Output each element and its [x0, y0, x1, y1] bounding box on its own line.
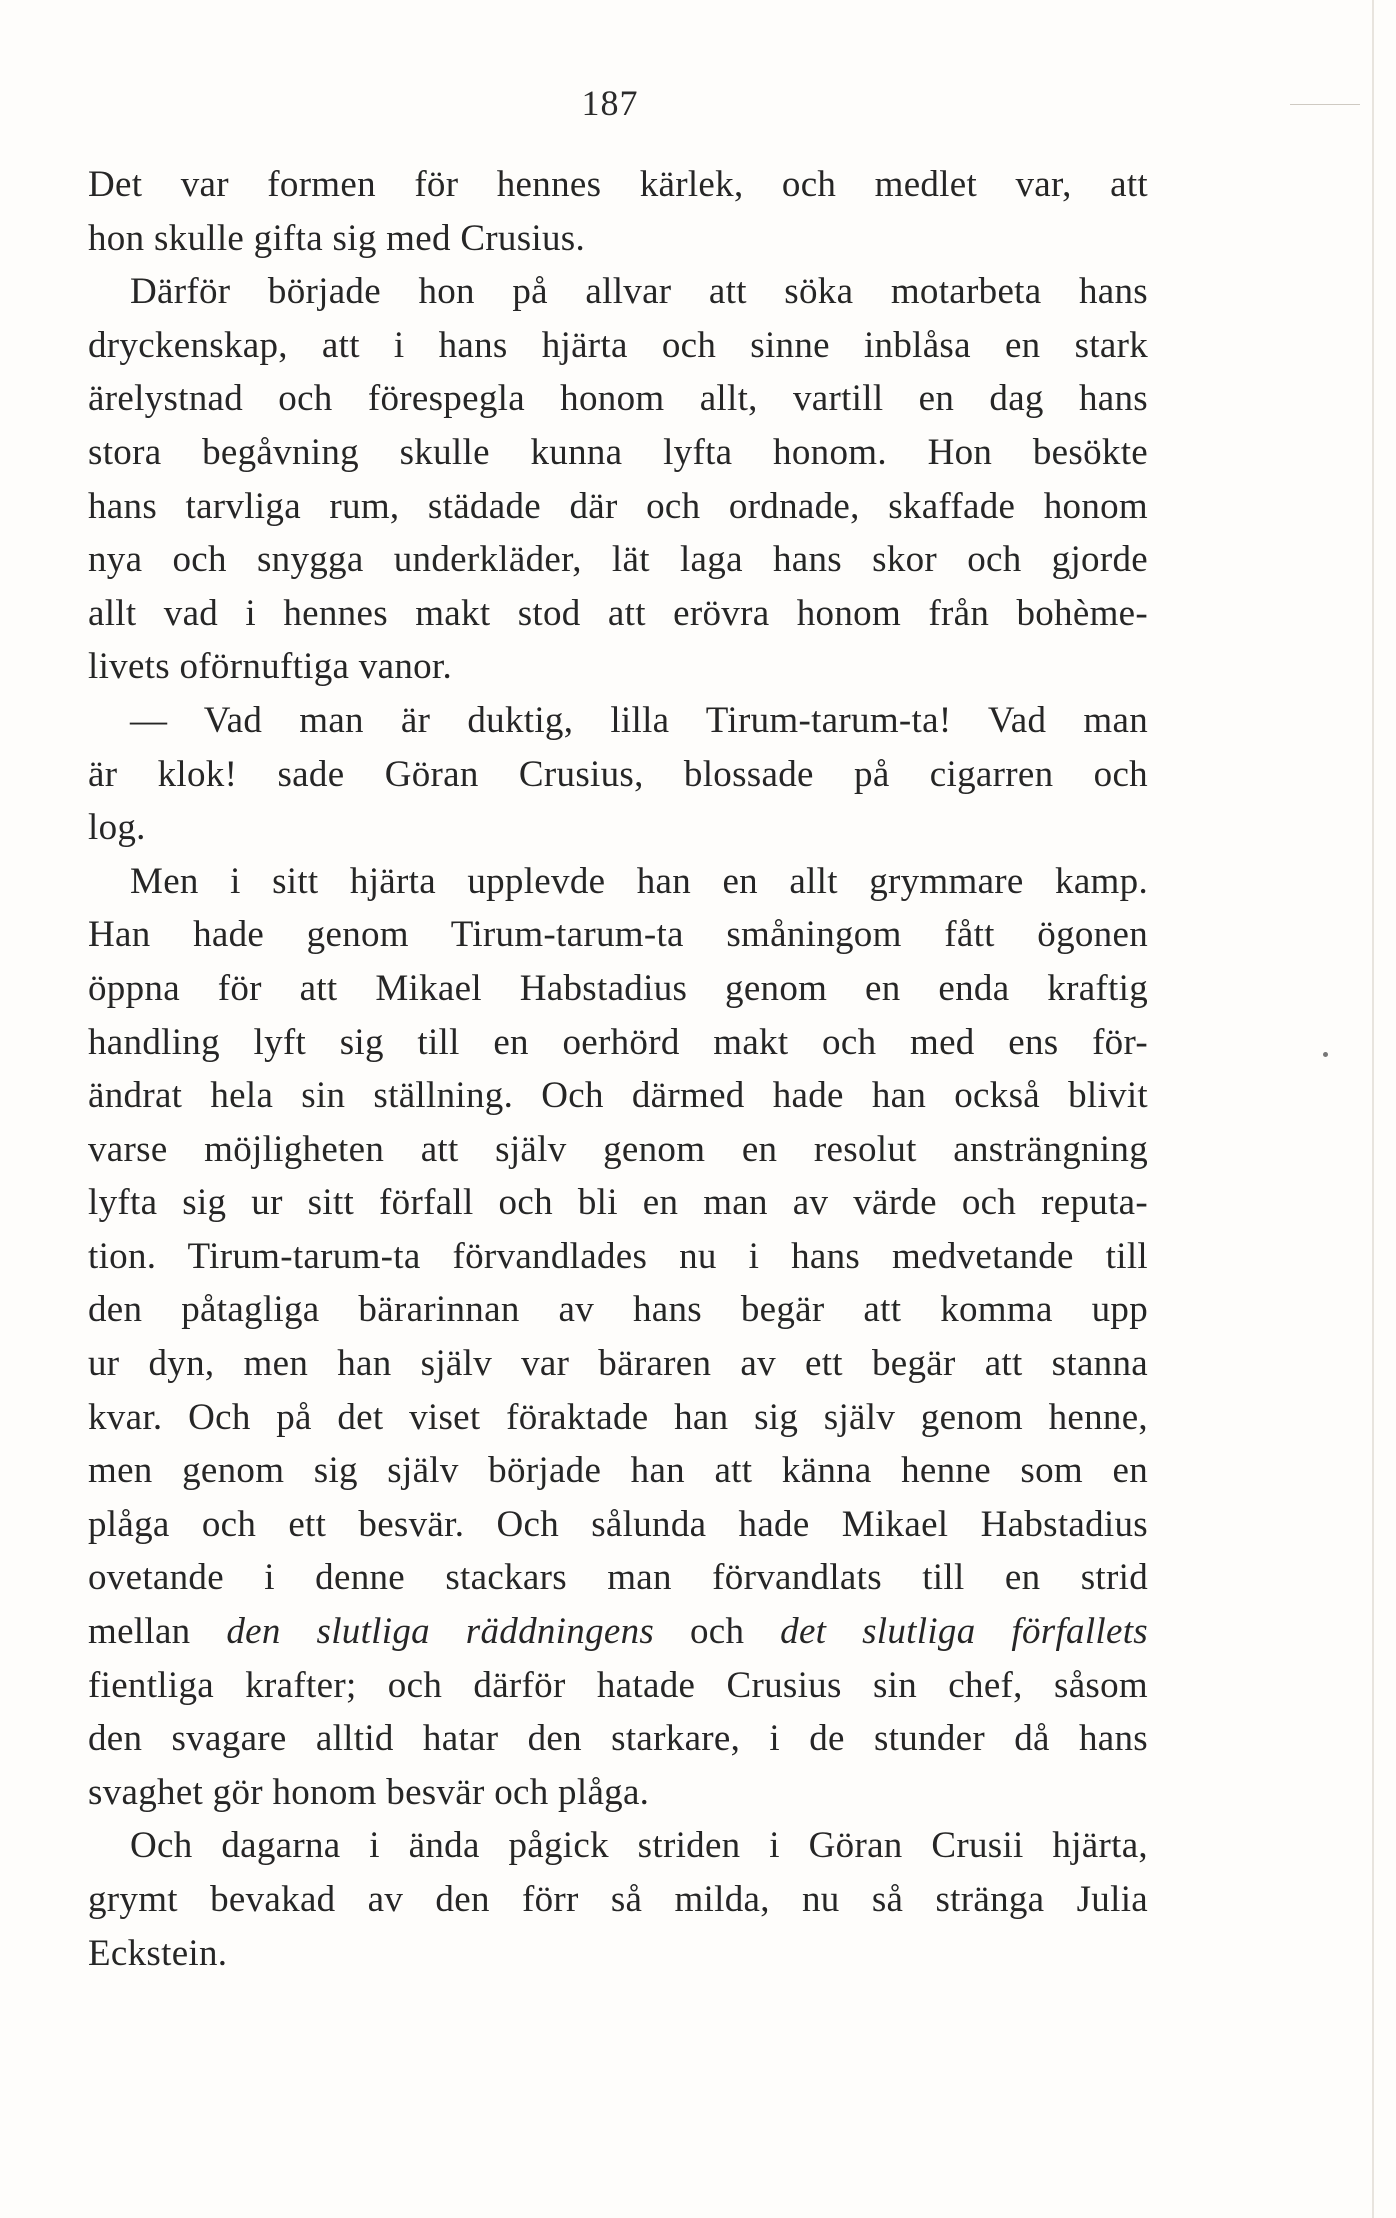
text-line: Det var formen för hennes kärlek, och medlet var, att	[88, 164, 1148, 205]
text-line: den svagare alltid hatar den starkare, i de stunder då hans	[88, 1718, 1148, 1760]
text-line: ovetande i denne stackars man förvandlats till en strid	[88, 1557, 1148, 1599]
text-fragment: och	[689, 1611, 745, 1653]
text-line: nya och snygga underkläder, lät laga hans skor och gjorde	[88, 539, 1148, 581]
text-line: lyfta sig ur sitt förfall och bli en man av värde och reputa-	[88, 1182, 1148, 1224]
text-line: handling lyft sig till en oerhörd makt och med ens för-	[88, 1021, 1148, 1063]
text-line: livets oförnuftiga vanor.	[88, 646, 453, 688]
text-line: den påtagliga bärarinnan av hans begär att komma upp	[88, 1289, 1148, 1331]
text-line: grymt bevakad av den förr så milda, nu så stränga Julia	[88, 1879, 1148, 1920]
text-line-mixed	[88, 1605, 1148, 1659]
text-line: kvar. Och på det viset föraktade han sig själv genom henne,	[88, 1396, 1148, 1438]
page-edge	[1372, 0, 1374, 2218]
italic-phrase: den slutliga räddningens	[226, 1611, 655, 1653]
text-line: Eckstein.	[88, 1932, 228, 1974]
text-line: dryckenskap, att i hans hjärta och sinne inblåsa en stark	[88, 324, 1148, 366]
text-line: Därför började hon på allvar att söka motarbeta hans	[130, 271, 1148, 313]
page-number: 187	[581, 83, 639, 123]
text-line: Och dagarna i ända pågick striden i Göran Crusii hjärta,	[130, 1825, 1148, 1867]
text-line: ärelystnad och förespegla honom allt, vartill en dag hans	[88, 378, 1148, 420]
text-line: stora begåvning skulle kunna lyfta honom. Hon besökte	[88, 431, 1148, 473]
text-line: log.	[88, 807, 146, 849]
text-line: men genom sig själv började han att känna henne som en	[88, 1450, 1148, 1492]
text-line: Men i sitt hjärta upplevde han en allt grymmare kamp.	[130, 860, 1148, 902]
text-line: tion. Tirum-tarum-ta förvandlades nu i hans medvetande till	[88, 1235, 1148, 1277]
text-line: hans tarvliga rum, städade där och ordnade, skaffade honom	[88, 485, 1148, 527]
text-line: fientliga krafter; och därför hatade Crusius sin chef, såsom	[88, 1664, 1148, 1706]
text-line: hon skulle gifta sig med Crusius.	[88, 217, 586, 259]
body-text	[88, 158, 1148, 1980]
text-line: svaghet gör honom besvär och plåga.	[88, 1771, 650, 1813]
text-line: är klok! sade Göran Crusius, blossade på cigarren och	[88, 753, 1148, 795]
text-line: ur dyn, men han själv var bäraren av ett begär att stanna	[88, 1343, 1148, 1385]
text-line: plåga och ett besvär. Och sålunda hade Mikael Habstadius	[88, 1503, 1148, 1545]
text-fragment: mellan	[88, 1611, 191, 1653]
text-line: — Vad man är duktig, lilla Tirum-tarum-ta! Vad man	[130, 699, 1148, 741]
header-rule	[1290, 104, 1360, 105]
text-line: allt vad i hennes makt stod att erövra honom från bohème-	[88, 592, 1148, 634]
text-line: varse möjligheten att själv genom en resolut ansträngning	[88, 1128, 1148, 1170]
text-line: ändrat hela sin ställning. Och därmed hade han också blivit	[88, 1075, 1148, 1117]
margin-mark	[1323, 1052, 1328, 1057]
text-line: Han hade genom Tirum-tarum-ta småningom fått ögonen	[88, 914, 1148, 956]
text-line: öppna för att Mikael Habstadius genom en enda kraftig	[88, 967, 1148, 1009]
italic-phrase: det slutliga förfallets	[780, 1611, 1148, 1653]
